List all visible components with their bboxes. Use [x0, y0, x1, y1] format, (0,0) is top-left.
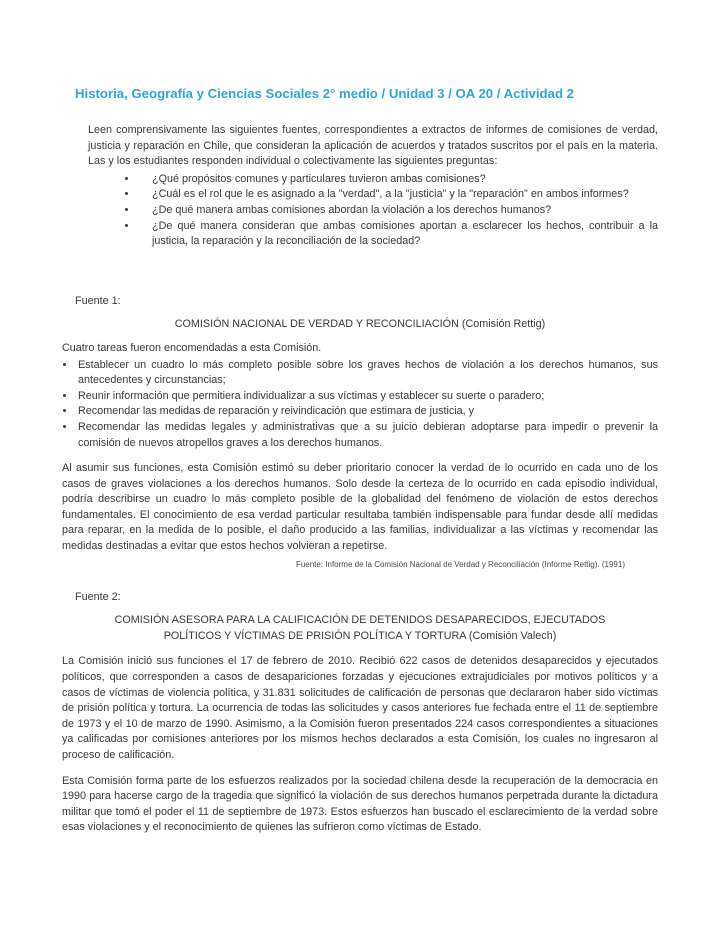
question-item-3: • ¿De qué manera ambas comisiones abordan la violación a los derechos humanos?	[138, 203, 658, 219]
fuente2-paragraph-2: Esta Comisión forma parte de los esfuerzos realizados por la sociedad chilena desde la recuperación de la democracia en 1990 para hacerse cargo de la tragedia que significó la violación de sus derechos humanos perpetrada durante la dictadura militar que tomó el poder el 11 de septiembre de 1973. Estos esfuerzos han buscado el esclarecimiento de la verdad sobre esas violaciones y el reconocimiento de quienes las sufrieron como víctimas de Estado.	[62, 774, 658, 834]
fuente2-paragraph-1: La Comisión inició sus funciones el 17 de febrero de 2010. Recibió 622 casos de detenidos desaparecidos y ejecutados políticos, que corresponden a casos de desapariciones forzadas y ejecuciones extrajudiciales por motivos políticos y a casos de víctimas de violencia política, y 31.831 solicitudes de calificación de personas que declararon haber sido víctimas de prisión política y tortura. La ocurrencia de todas las solicitudes y casos anteriores fue fechada entre el 11 de septiembre de 1973 y el 10 de marzo de 1990. Asimismo, a la Comisión fueron presentados 224 casos correspondientes a situaciones ya calificadas por comisiones anteriores por los mismos hechos declarados a esta Comisión, los cuales no ingresaron al proceso de calificación.	[62, 655, 658, 761]
task-item-1: • Establecer un cuadro lo más completo posible sobre los graves hechos de violación a los derechos humanos, sus antecedentes y circunstancias;	[76, 358, 658, 389]
question-item-1: • ¿Qué propósitos comunes y particulares tuvieron ambas comisiones?	[138, 172, 658, 188]
fuente2-label: Fuente 2:	[75, 590, 121, 603]
page-title: Historia, Geografía y Ciencias Sociales 2° medio / Unidad 3 / OA 20 / Actividad 2	[75, 86, 574, 101]
fuente1-heading: COMISIÓN NACIONAL DE VERDAD Y RECONCILIACIÓN (Comisión Rettig)	[174, 318, 546, 331]
intro-paragraph: Leen comprensivamente las siguientes fuentes, correspondientes a extractos de informes de comisiones de verdad, justicia y reparación en Chile, que consideran la aplicación de acuerdos y tratados suscritos por el país en la materia. Las y los estudiantes responden individual o colectivamente las siguientes preguntas:	[88, 124, 658, 168]
task-item-2: • Reunir información que permitiera individualizar a sus víctimas y establecer su suerte o paradero;	[76, 389, 658, 405]
fuente1-lead: Cuatro tareas fueron encomendadas a esta Comisión.	[62, 341, 322, 354]
fuente1-task-list	[64, 358, 658, 452]
question-item-4: • ¿De qué manera consideran que ambas comisiones aportan a esclarecer los hechos, contribuir a la justicia, la reparación y la reconciliación de la sociedad?	[138, 219, 658, 250]
fuente1-paragraph: Al asumir sus funciones, esta Comisión estimó su deber prioritario conocer la verdad de lo ocurrido en cada uno de los casos de graves violaciones a los derechos humanos. Solo desde la certeza de lo ocurrido en cada episodio individual, podría describirse un cuadro lo más completo posible de la globalidad del fenómeno de violación de estos derechos fundamentales. El conocimiento de esa verdad particular resultaba también indispensable para fundar desde allí medidas para reparar, en la medida de lo posible, el daño producido a las familias, individualizar a las víctimas y recomendar las medidas destinadas a evitar que estos hechos volvieran a repetirse.	[62, 462, 658, 553]
fuente1-citation: Fuente: Informe de la Comisión Nacional de Verdad y Reconciliación (Informe Rettig). (1991)	[295, 559, 625, 569]
task-item-4: • Recomendar las medidas legales y administrativas que a su juicio debieran adoptarse para impedir o prevenir la comisión de nuevos atropellos graves a los derechos humanos.	[76, 420, 658, 451]
task-item-3: • Recomendar las medidas de reparación y reivindicación que estimara de justicia, y	[76, 404, 658, 420]
fuente1-label: Fuente 1:	[75, 294, 121, 307]
question-list	[122, 172, 658, 250]
question-item-2: • ¿Cuál es el rol que le es asignado a la "verdad", a la "justicia" y la "reparación" en ambos informes?	[138, 187, 658, 203]
fuente2-heading: COMISIÓN ASESORA PARA LA CALIFICACIÓN DE DETENIDOS DESAPARECIDOS, EJECUTADOS POLÍTICOS Y VÍCTIMAS DE PRISIÓN POLÍTICA Y TORTURA (Comisión Valech)	[114, 614, 606, 642]
